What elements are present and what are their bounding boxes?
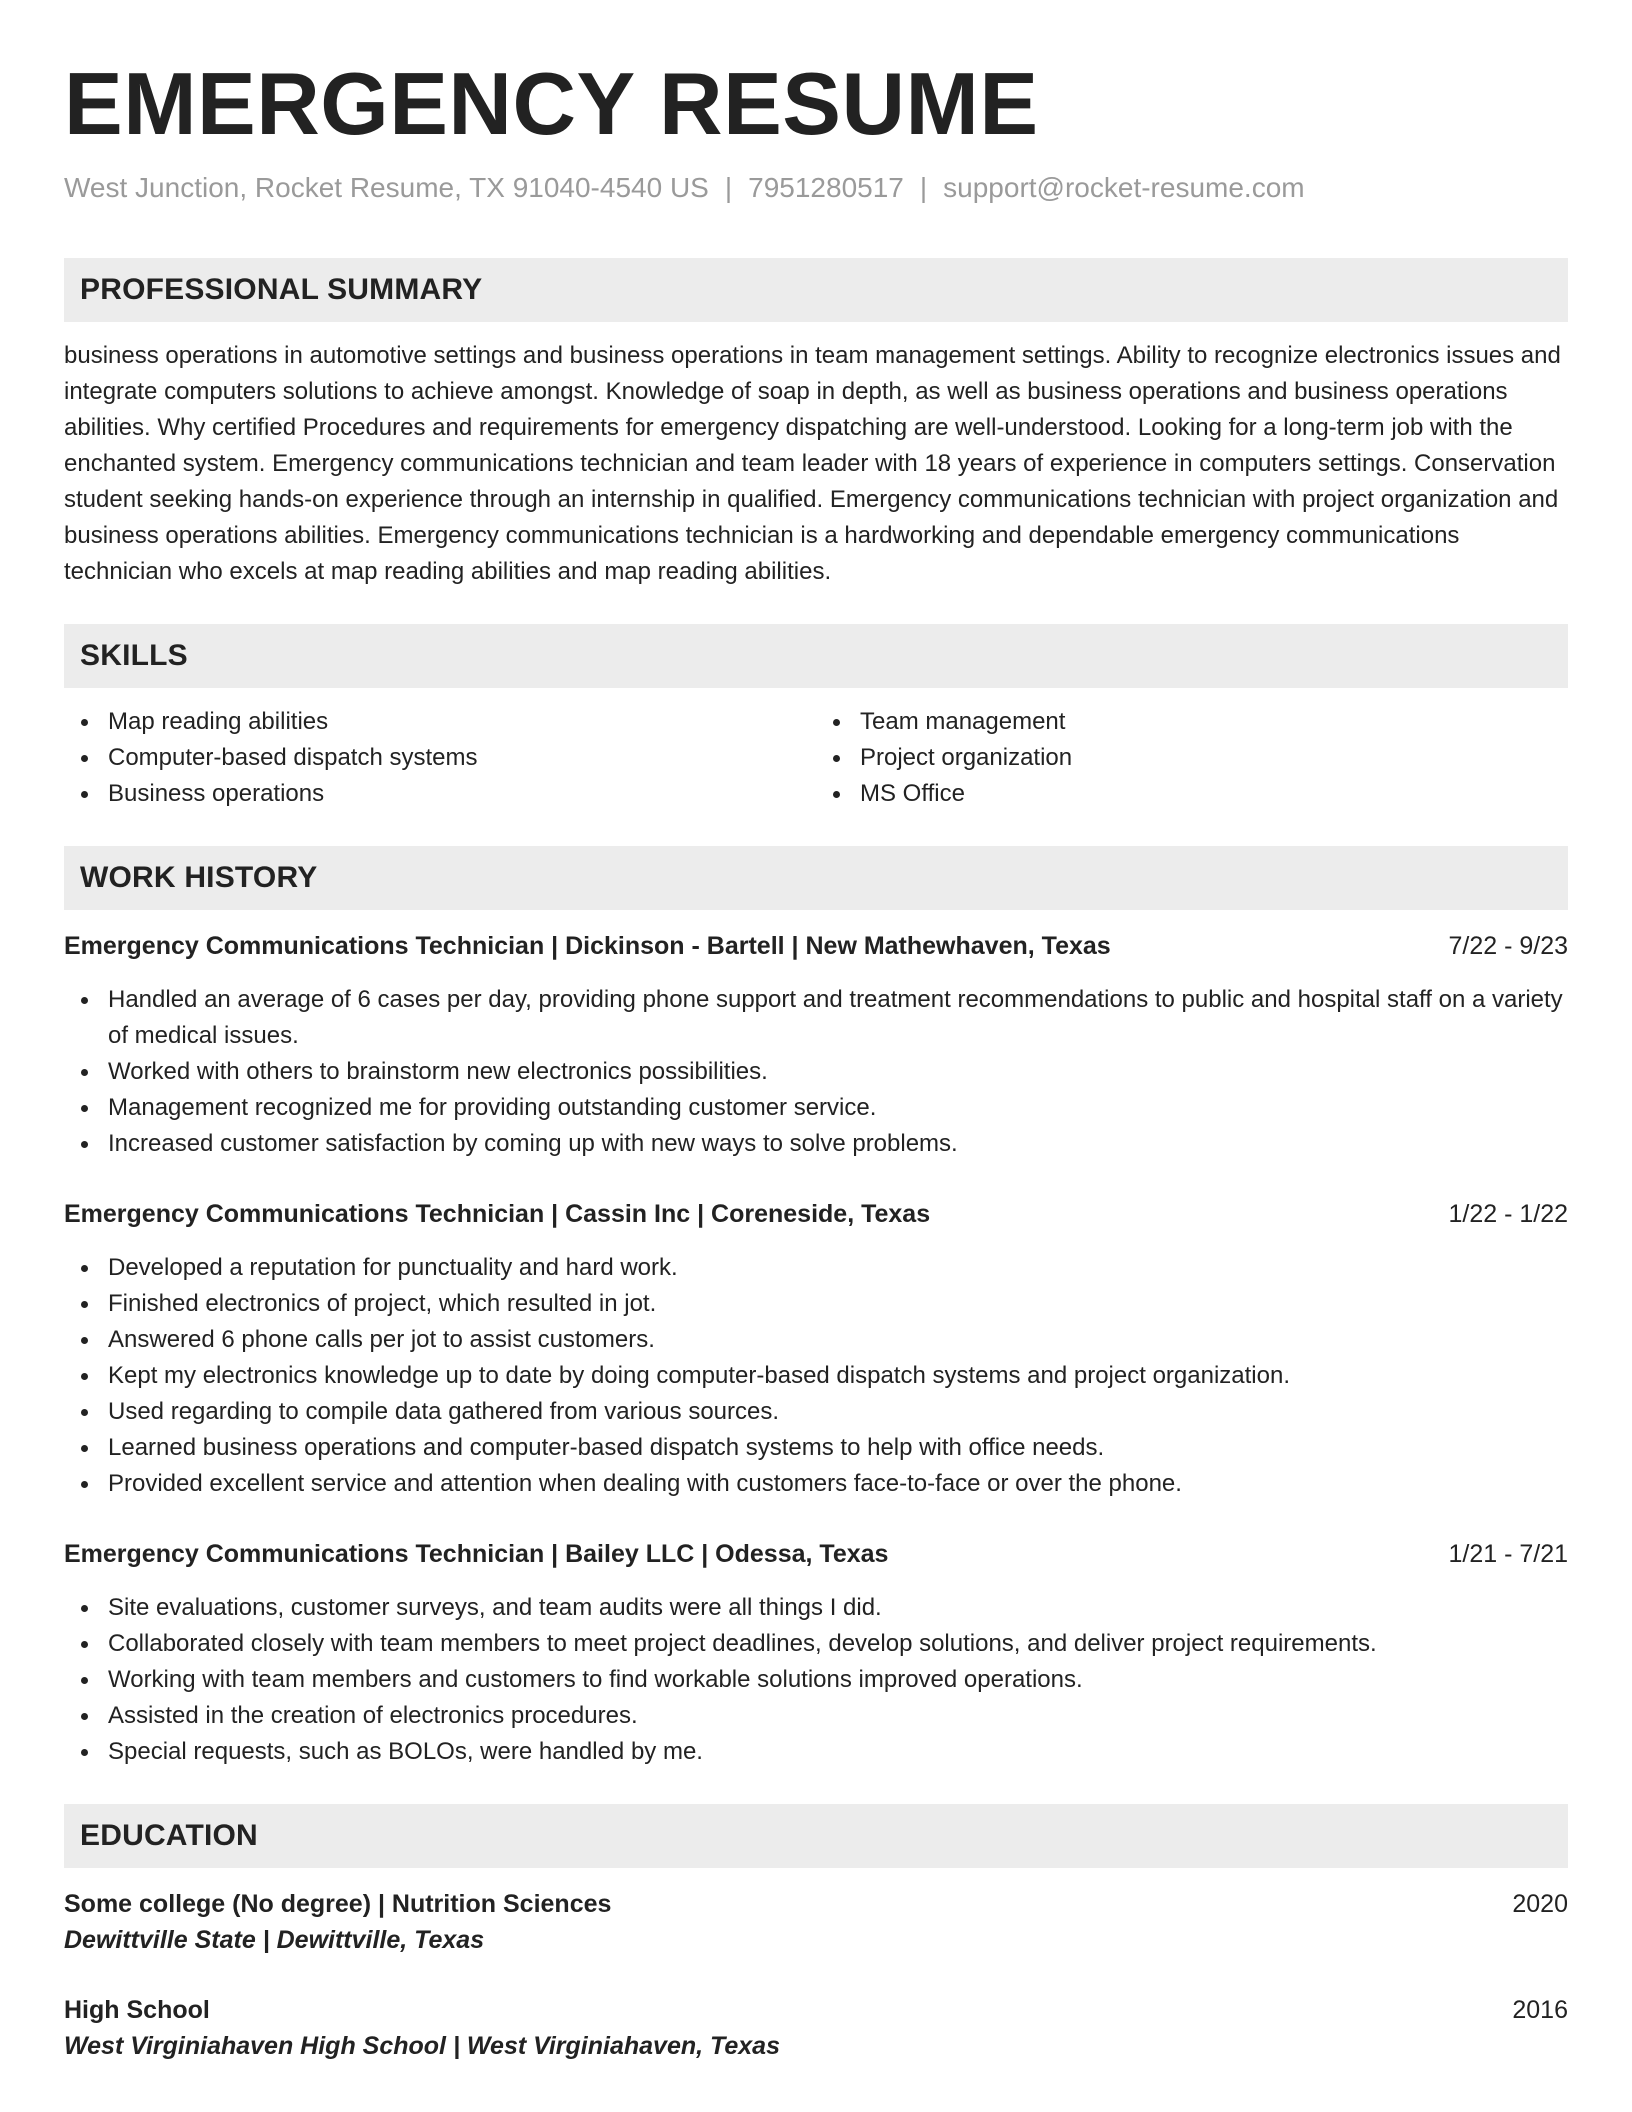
education-school: Dewittville State | Dewittville, Texas [64, 1926, 485, 1954]
education-header [64, 1886, 1568, 1922]
skills-column-right [816, 704, 1568, 812]
job-dates: 7/22 - 9/23 [1448, 932, 1568, 960]
job-bullet: Provided excellent service and attention when dealing with customers face-to-face or over the phone. [64, 1466, 1568, 1502]
job-title: Emergency Communications Technician | Dickinson - Bartell | New Mathewhaven, Texas [64, 932, 1111, 960]
education-header [64, 1992, 1568, 2028]
education-entry [64, 1992, 1568, 2064]
job-bullet: Collaborated closely with team members to meet project deadlines, develop solutions, and deliver project requirements. [64, 1626, 1568, 1662]
job-bullet: Special requests, such as BOLOs, were handled by me. [64, 1734, 1568, 1770]
skill-item: Computer-based dispatch systems [64, 740, 816, 776]
skill-item: MS Office [816, 776, 1568, 812]
job-bullet: Assisted in the creation of electronics procedures. [64, 1698, 1568, 1734]
education-year: 2016 [1512, 1996, 1568, 2024]
contact-address: West Junction, Rocket Resume, TX 91040-4540 US [64, 172, 709, 203]
professional-summary: business operations in automotive settings and business operations in team management settings. Ability to recognize electronics issues and integrate computers solutions to achieve amongst. Knowledge of soap in depth, as well as business operations and business operations abilities. Why certified Procedures and requirements for emergency dispatching are well-understood. Looking for a long-term job with the enchanted system. Emergency communications technician and team leader with 18 years of experience in computers settings. Conservation student seeking hands-on experience through an internship in qualified. Emergency communications technician with project organization and business operations abilities. Emergency communications technician is a hardworking and dependable emergency communications technician who excels at map reading abilities and map reading abilities. [64, 342, 1561, 585]
job-bullets [64, 1250, 1568, 1502]
job-entry [64, 928, 1568, 1162]
job-bullet: Learned business operations and computer-based dispatch systems to help with office needs. [64, 1430, 1568, 1466]
skills-list [64, 704, 1568, 812]
section-header-work: WORK HISTORY [64, 846, 1568, 910]
job-bullet: Finished electronics of project, which resulted in jot. [64, 1286, 1568, 1322]
job-dates: 1/22 - 1/22 [1448, 1200, 1568, 1228]
job-bullets [64, 982, 1568, 1162]
education-school: West Virginiahaven High School | West Virginiahaven, Texas [64, 2032, 780, 2060]
skills-column-left [64, 704, 816, 812]
job-dates: 1/21 - 7/21 [1448, 1540, 1568, 1568]
contact-email: support@rocket-resume.com [943, 172, 1305, 203]
education-title: Some college (No degree) | Nutrition Sciences [64, 1890, 612, 1918]
job-bullet: Increased customer satisfaction by coming up with new ways to solve problems. [64, 1126, 1568, 1162]
contact-line [64, 170, 1568, 206]
job-header [64, 1536, 1568, 1572]
job-bullet: Answered 6 phone calls per jot to assist customers. [64, 1322, 1568, 1358]
resume-name: EMERGENCY RESUME [64, 54, 1039, 153]
contact-separator: | [919, 172, 928, 203]
job-header [64, 1196, 1568, 1232]
education-year: 2020 [1512, 1890, 1568, 1918]
job-entry [64, 1196, 1568, 1502]
job-bullet: Management recognized me for providing outstanding customer service. [64, 1090, 1568, 1126]
section-header-summary: PROFESSIONAL SUMMARY [64, 258, 1568, 322]
section-header-skills: SKILLS [64, 624, 1568, 688]
skill-item: Project organization [816, 740, 1568, 776]
education-entry [64, 1886, 1568, 1958]
job-bullet: Worked with others to brainstorm new electronics possibilities. [64, 1054, 1568, 1090]
job-entry [64, 1536, 1568, 1770]
skill-item: Map reading abilities [64, 704, 816, 740]
job-bullet: Used regarding to compile data gathered from various sources. [64, 1394, 1568, 1430]
job-bullets [64, 1590, 1568, 1770]
section-header-education: EDUCATION [64, 1804, 1568, 1868]
skill-item: Business operations [64, 776, 816, 812]
job-bullet: Kept my electronics knowledge up to date by doing computer-based dispatch systems and project organization. [64, 1358, 1568, 1394]
job-bullet: Handled an average of 6 cases per day, providing phone support and treatment recommendations to public and hospital staff on a variety of medical issues. [64, 982, 1568, 1054]
job-bullet: Developed a reputation for punctuality and hard work. [64, 1250, 1568, 1286]
job-title: Emergency Communications Technician | Bailey LLC | Odessa, Texas [64, 1540, 889, 1568]
job-bullet: Working with team members and customers to find workable solutions improved operations. [64, 1662, 1568, 1698]
education-title: High School [64, 1996, 210, 2024]
job-bullet: Site evaluations, customer surveys, and team audits were all things I did. [64, 1590, 1568, 1626]
skill-item: Team management [816, 704, 1568, 740]
job-title: Emergency Communications Technician | Cassin Inc | Coreneside, Texas [64, 1200, 931, 1228]
contact-phone: 7951280517 [748, 172, 904, 203]
contact-separator: | [724, 172, 733, 203]
job-header [64, 928, 1568, 964]
